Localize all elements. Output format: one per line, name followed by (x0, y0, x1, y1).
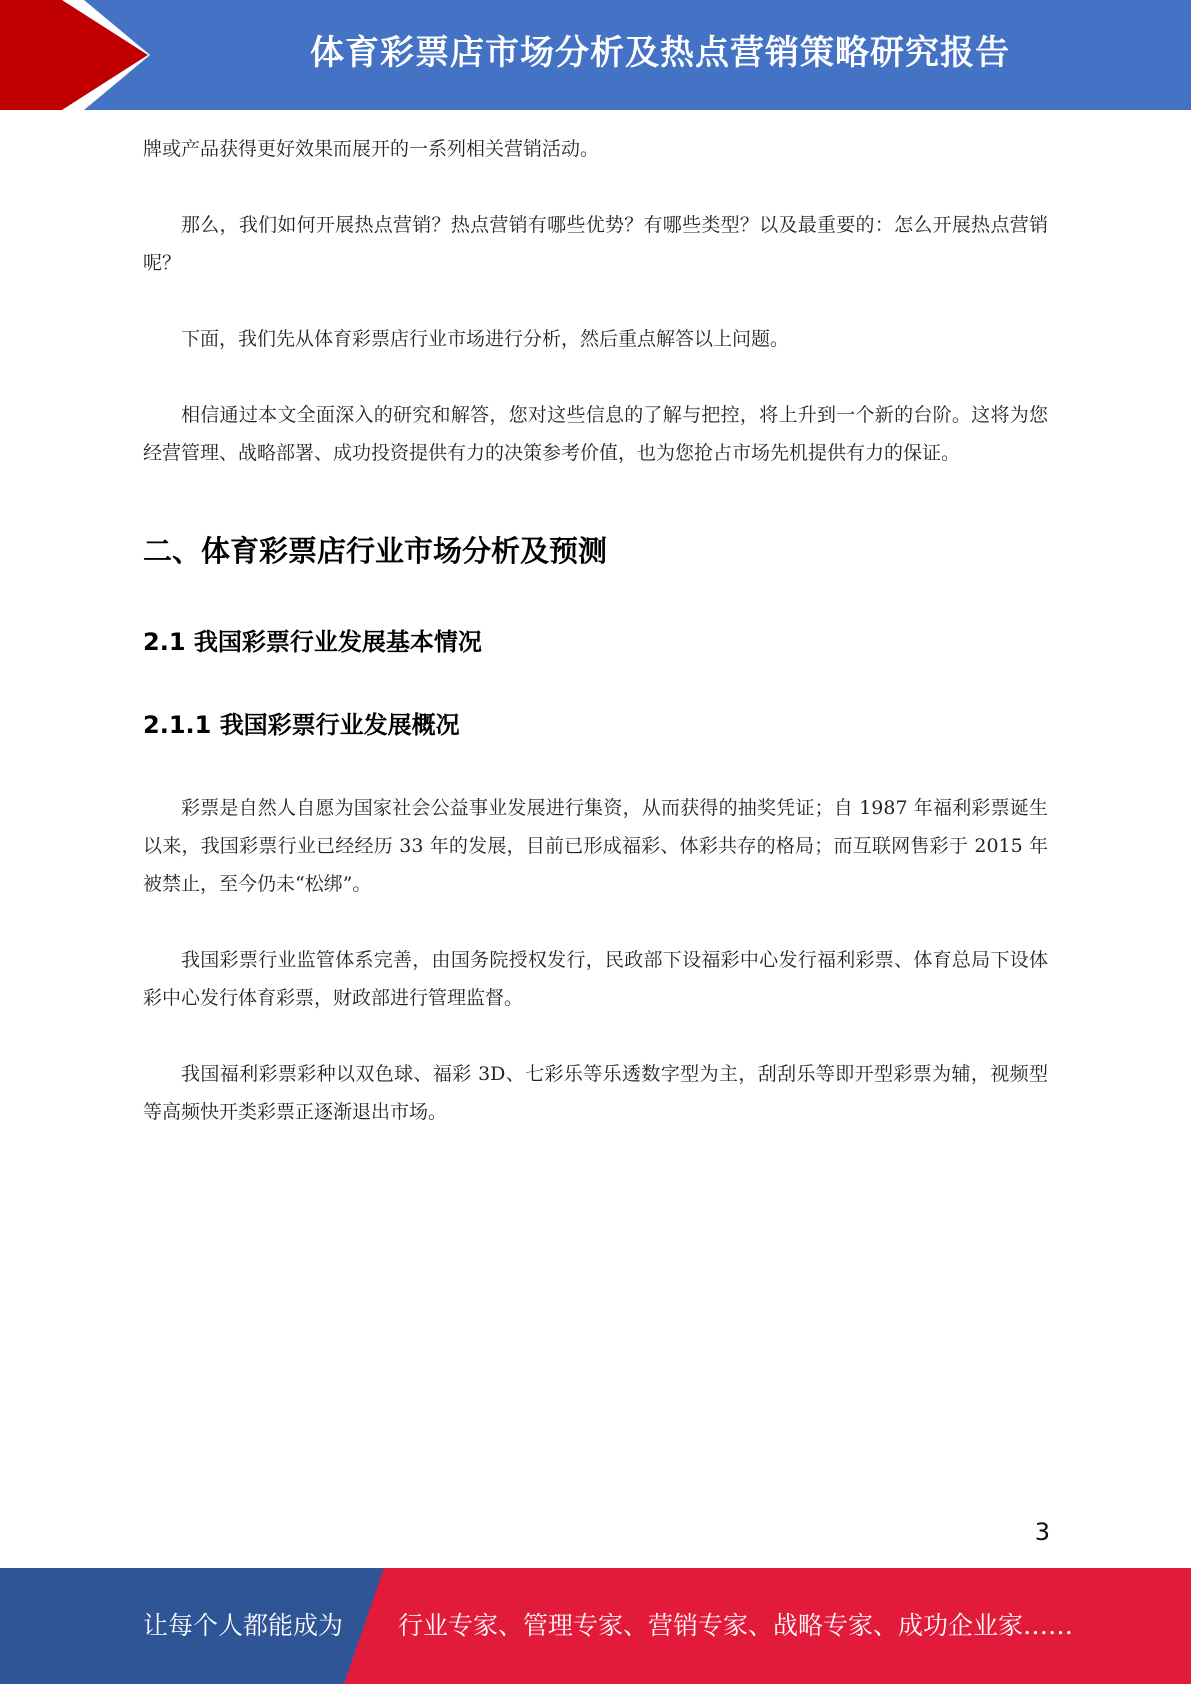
page-content (143, 130, 1048, 1169)
paragraph-intro: 下面，我们先从体育彩票店行业市场进行分析，然后重点解答以上问题。 (181, 328, 790, 350)
paragraph-lottery-types: 我国福利彩票彩种以双色球、福彩 3D、七彩乐等乐透数字型为主，刮刮乐等即开型彩票为辅，视频型等高频快开类彩票正逐渐退出市场。 (143, 1063, 1048, 1123)
subsubsection-heading: 2.1.1 我国彩票行业发展概况 (143, 711, 460, 739)
paragraph-overview: 彩票是自然人自愿为国家社会公益事业发展进行集资，从而获得的抽奖凭证；自 1987 年福利彩票诞生以来，我国彩票行业已经经历 33 年的发展，目前已形成福彩、体彩共存的格局；而互联网售彩于 2015 年被禁止，至今仍未“松绑”。 (143, 797, 1048, 895)
header-red-chevron (0, 0, 148, 110)
paragraph-value: 相信通过本文全面深入的研究和解答，您对这些信息的了解与把控，将上升到一个新的台阶。这将为您经营管理、战略部署、成功投资提供有力的决策参考价值，也为您抢占市场先机提供有力的保证。 (143, 404, 1048, 464)
report-title: 体育彩票店市场分析及热点营销策略研究报告 (310, 33, 1010, 73)
section-heading: 二、体育彩票店行业市场分析及预测 (143, 534, 608, 568)
page-header-bar (0, 0, 1191, 110)
page-footer-bar (0, 1568, 1191, 1684)
paragraph-regulation: 我国彩票行业监管体系完善，由国务院授权发行，民政部下设福彩中心发行福利彩票、体育总局下设体彩中心发行体育彩票，财政部进行管理监督。 (143, 949, 1048, 1009)
paragraph-questions: 那么，我们如何开展热点营销？热点营销有哪些优势？有哪些类型？以及最重要的：怎么开展热点营销呢？ (143, 214, 1048, 274)
footer-slogan-left: 让每个人都能成为 (143, 1611, 344, 1640)
footer-slogan-right: 行业专家、管理专家、营销专家、战略专家、成功企业家…… (398, 1611, 1074, 1640)
page-number: 3 (1034, 1518, 1050, 1546)
subsection-heading: 2.1 我国彩票行业发展基本情况 (143, 628, 482, 656)
paragraph-continuation: 牌或产品获得更好效果而展开的一系列相关营销活动。 (143, 138, 600, 160)
